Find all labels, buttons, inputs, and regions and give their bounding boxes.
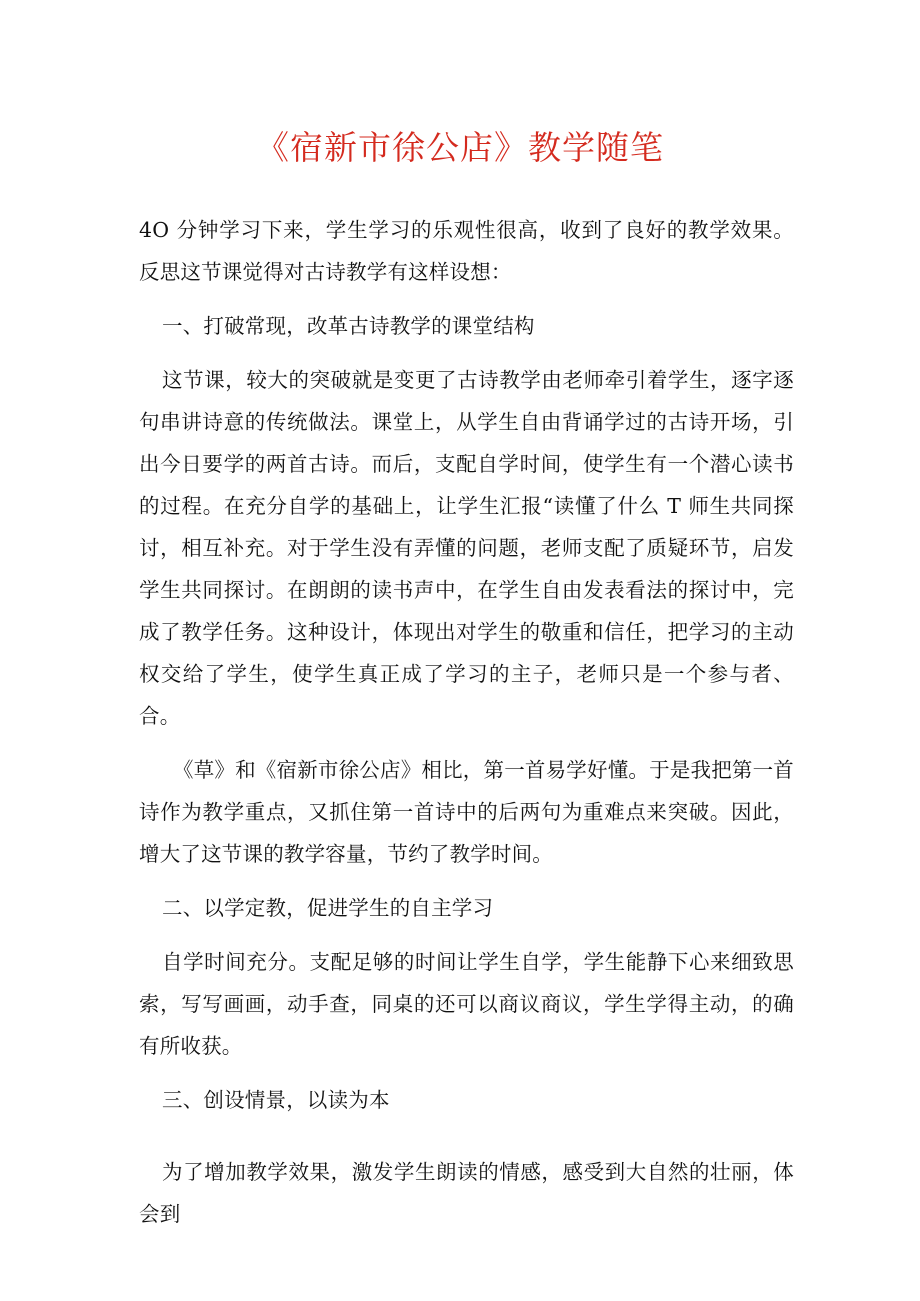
section-heading-2: 二、以学定教，促进学生的自主学习 xyxy=(162,896,494,920)
paragraph-section-3-1: 为了增加教学效果，激发学生朗读的情感，感受到大自然的壮丽，体会到 xyxy=(139,1160,794,1226)
paragraph-section-1-2: 《草》和《宿新市徐公店》相比，第一首易学好懂。于是我把第一首诗作为教学重点，又抓住第一首诗中的后两句为重难点来突破。因此，增大了这节课的教学容量，节约了教学时间。 xyxy=(139,758,794,866)
paragraph-section-1-1: 这节课，较大的突破就是变更了古诗教学由老师牵引着学生，逐字逐句串讲诗意的传统做法。课堂上，从学生自由背诵学过的古诗开场，引出今日要学的两首古诗。而后，支配自学时间，使学生有一个潜心读书的过程。在充分自学的基础上，让学生汇报“读懂了什么 T 师生共同探讨，相互补充。对于学生没有弄懂的问题，老师支配了质疑环节，启发学生共同探讨。在朗朗的读书声中，在学生自由发表看法的探讨中，完成了教学任务。这种设计，体现出对学生的敬重和信任，把学习的主动权交给了学生，使学生真正成了学习的主子，老师只是一个参与者、合。 xyxy=(139,368,794,728)
paragraph-section-2-1: 自学时间充分。支配足够的时间让学生自学，学生能静下心来细致思索，写写画画，动手查，同桌的还可以商议商议，学生学得主动，的确有所收获。 xyxy=(139,950,794,1058)
section-heading-3: 三、创设情景，以读为本 xyxy=(162,1088,390,1112)
document-body xyxy=(139,209,794,1247)
paragraph-intro: 4O 分钟学习下来，学生学习的乐观性很高，收到了良好的教学效果。反思这节课觉得对古诗教学有这样设想： xyxy=(139,218,794,284)
document-title: 《宿新市徐公店》教学随笔 xyxy=(256,128,664,167)
section-heading-1: 一、打破常现，改革古诗教学的课堂结构 xyxy=(162,314,535,338)
